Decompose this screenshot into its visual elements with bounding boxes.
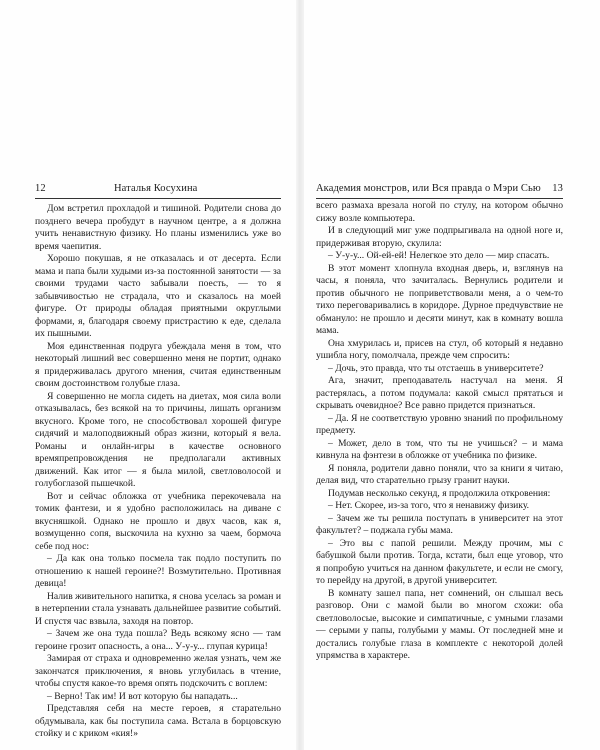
right-paragraph: – Да. Я не соответствую уровню знаний по профильному предмету. xyxy=(316,412,563,436)
left-paragraph: – Зачем же она туда пошла? Ведь всякому ясно — там героине грозит опасность, а она... У-у-у... глупая курица! xyxy=(35,628,281,652)
left-paragraph: Представляя себя на месте героев, я старательно обдумывала, как бы поступила сама. Встала в борцовскую стойку и с криком «кия!» xyxy=(35,703,281,739)
left-paragraph: Моя единственная подруга убеждала меня в том, что некоторый лишний вес совершенно меня не портит, однако я придерживалась другого мнения, считая единственным своим достоинством голубые глаза. xyxy=(35,340,281,389)
right-header-rule xyxy=(316,198,563,199)
left-paragraph: Хорошо покушав, я не отказалась и от десерта. Если мама и папа были худыми из-за постоянной занятости — за своими трудами часто забывали поесть, — то я забывчивостью не страдала, что и сказалось на моей фигуре. От природы обладая приятными округлыми формами, я, благодаря своему пристрастию к еде, сделала их пышными. xyxy=(35,253,281,339)
right-paragraph: – Это вы с папой решили. Между прочим, мы с бабушкой были против. Тогда, кстати, был еще уговор, что я попробую учиться на данном факультете, и если не смогу, то перейду на другой, в другой университет. xyxy=(316,537,563,586)
right-running-head: Академия монстров, или Вся правда о Мэри Сью xyxy=(316,183,541,194)
left-paragraph: – Верно! Так им! И вот которую бы нападать... xyxy=(47,690,238,702)
right-paragraph: В комнату зашел папа, нет сомнений, он слышал весь разговор. Они с мамой были во многом схожи: оба светловолосые, высокие и симпатичные, с умными глазами — серыми у папы, голубыми у мамы. От последней мне и достались голубые глаза в комплекте с некоторой долей упрямства в характере. xyxy=(316,587,563,661)
right-paragraph: Она хмурилась и, присев на стул, об который я недавно ушибла ногу, помолчала, прежде чем спросить: xyxy=(316,337,563,361)
right-page xyxy=(304,0,600,750)
left-header-rule xyxy=(35,198,281,199)
left-page xyxy=(0,0,296,750)
left-running-head: Наталья Косухина xyxy=(114,183,198,194)
right-paragraph: – Дочь, это правда, что ты отстаешь в университете? xyxy=(328,362,544,374)
left-paragraph: Вот и сейчас обложка от учебника перекочевала на томик фантези, и я удобно расположилась на диване с вкусняшкой. Однако не прошло и двух часов, как я, возмущенно сопя, выскочила на кухню за чаем, бормоча себе под нос: xyxy=(35,490,281,552)
left-page-number: 12 xyxy=(35,183,46,194)
right-paragraph: – Зачем же ты решила поступать в университет на этот факультет? – поджала губы мама. xyxy=(316,512,563,536)
left-paragraph: Дом встретил прохладой и тишиной. Родители снова до позднего вечера пробудут в научном центре, а я должна учить ненавистную физику. Но планы изменились уже во время чаепития. xyxy=(35,203,281,252)
right-paragraph: всего размаха врезала ногой по стулу, на котором обычно сижу возле компьютера. xyxy=(316,200,563,224)
right-paragraph: – Нет. Скорее, из-за того, что я ненавижу физику. xyxy=(328,500,530,511)
right-body-text xyxy=(316,200,563,663)
right-paragraph: В этот момент хлопнула входная дверь, и, взглянув на часы, я поняла, что зачиталась. Вернулись родители и против обычного не поприветствовали меня, а о чем-то тихо переговаривались в коридоре. Дурное предчувствие не обмануло: не прошло и десяти минут, как в комнату вошла мама. xyxy=(316,262,563,336)
left-body-text xyxy=(35,203,281,741)
right-paragraph: И в следующий миг уже подпрыгивала на одной ноге и, придерживая вторую, скулила: xyxy=(316,225,563,249)
left-paragraph: Замирая от страха и одновременно желая узнать, чем же закончатся приключения, я вновь углубилась в чтение, чтобы спустя какое-то время опять подскочить с воплем: xyxy=(35,653,281,689)
right-paragraph: – Может, дело в том, что ты не учишься? – и мама кивнула на фэнтези в обложке от учебника по физике. xyxy=(316,437,563,461)
right-paragraph: Я поняла, родители давно поняли, что за книги я читаю, делая вид, что старательно грызу гранит науки. xyxy=(316,462,563,486)
right-page-number: 13 xyxy=(552,183,563,194)
left-paragraph: – Да как она только посмела так подло поступить по отношению к нашей героине?! Возмутительно. Противная девица! xyxy=(35,553,281,589)
right-paragraph: Ага, значит, преподаватель настучал на меня. Я растерялась, а потом подумала: какой смысл прятаться и скрывать очевидное? Все равно придется признаться. xyxy=(316,375,563,411)
book-spine-fold xyxy=(296,0,304,750)
right-paragraph: – У-у-у... Ой-ей-ей! Нелегкое это дело — мир спасать. xyxy=(328,250,550,261)
left-paragraph: Я совершенно не могла сидеть на диетах, моя сила воли отказывалась, без всякой на то причины, лишать организм вкусного. Кроме того, не способствовал хорошей фигуре сидячий и малоподвижный образ жизни, который я вела. Романы и онлайн-игры в качестве основного времяпрепровождения не предполагали активных движений. Как итог — я была милой, светловолосой и голубоглазой пышечкой. xyxy=(35,390,281,489)
right-paragraph: Подумав несколько секунд, я продолжила откровения: xyxy=(328,487,551,499)
left-paragraph: Налив живительного напитка, я снова уселась за роман и в нетерпении стала узнавать дальнейшее развитие событий. И спустя час взвыла, заходя на повтор. xyxy=(35,590,281,627)
